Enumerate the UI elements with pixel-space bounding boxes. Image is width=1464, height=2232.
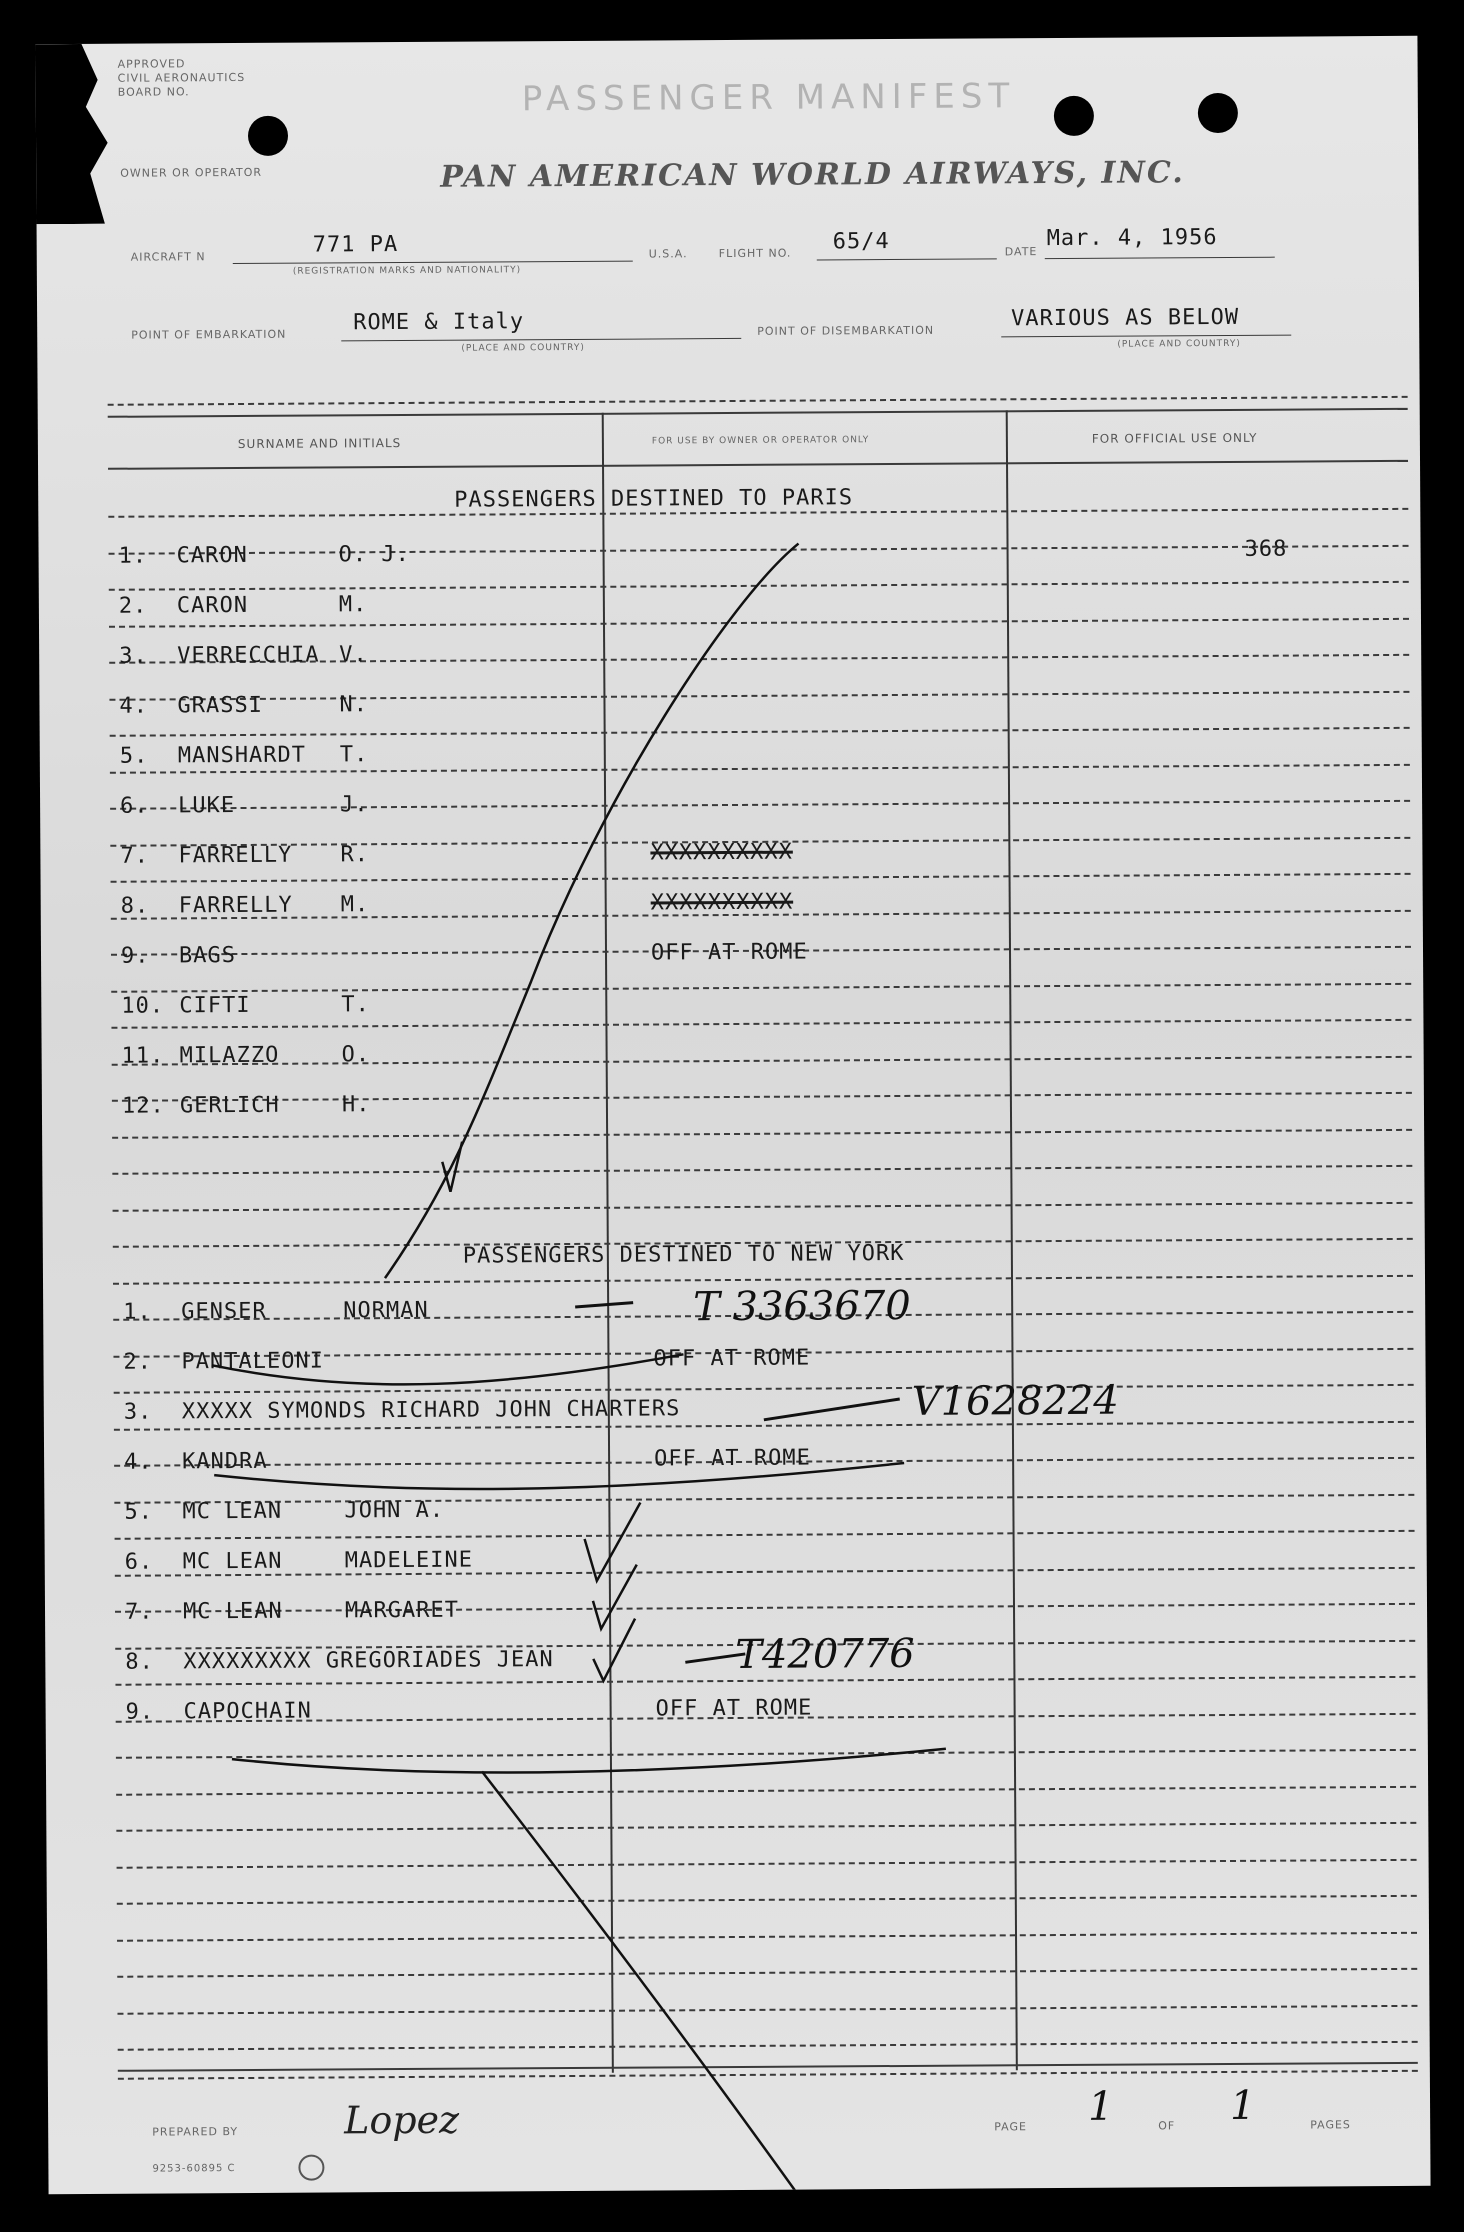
owner-note: OFF AT ROME [650, 939, 808, 966]
aircraft-label: AIRCRAFT N [130, 250, 206, 264]
strike-curve [214, 1463, 904, 1491]
pen-marks [35, 36, 1430, 2194]
row-number: 9. [125, 1699, 155, 1725]
passenger-initials: MARGARET [344, 1597, 460, 1624]
passenger-surname: GRASSI [177, 692, 264, 719]
row-number: 5. [124, 1499, 153, 1525]
row-number: 5. [119, 743, 149, 769]
row-number: 2. [123, 1349, 153, 1375]
diagonal-pen-line [482, 1770, 809, 2195]
row-number: 6. [124, 1549, 154, 1575]
row-number: 11. [121, 1043, 165, 1069]
approval-stamp-line: BOARD NO. [117, 85, 190, 99]
row-number: 1. [123, 1299, 152, 1325]
row-number: 10. [121, 993, 165, 1019]
handwritten-passport-symonds: V1628224 [911, 1377, 1119, 1425]
page-title: PASSENGER MANIFEST [521, 76, 1016, 120]
passenger-surname: XXXXXXXXX GREGORIADES JEAN [183, 1647, 554, 1675]
passenger-initials: JOHN A. [344, 1497, 445, 1524]
airline-name: PAN AMERICAN WORLD AIRWAYS, INC. [440, 155, 1185, 195]
owner-note: XXXXXXXXXX [650, 889, 794, 916]
row-number: 3. [119, 643, 148, 669]
prepared-by-label: PREPARED BY [152, 2125, 239, 2139]
passenger-surname: MANSHARDT [177, 742, 307, 769]
passenger-surname: FARRELLY [178, 892, 293, 919]
aircraft-value: 771 PA [312, 232, 399, 258]
handwritten-passport-gregoriades: T420776 [735, 1630, 915, 1678]
passenger-surname: MC LEAN [182, 1598, 283, 1625]
passenger-initials: M. [338, 592, 368, 618]
row-number: 7. [124, 1599, 154, 1625]
passenger-initials: J. [340, 792, 369, 818]
passenger-initials: O. J. [338, 541, 410, 568]
flight-value: 65/4 [832, 229, 890, 255]
section-heading-paris: PASSENGERS DESTINED TO PARIS [454, 485, 854, 513]
official-number: 368 [1244, 536, 1288, 562]
page-total: 1 [1229, 2082, 1256, 2129]
passenger-initials: R. [340, 842, 369, 868]
page-label: PAGE [994, 2120, 1027, 2134]
row-number: 7. [120, 843, 149, 869]
passenger-surname: LUKE [178, 793, 236, 819]
form-number: 9253-60895 C [152, 2163, 236, 2175]
row-number: 12. [121, 1093, 165, 1119]
owner-note: OFF AT ROME [655, 1695, 813, 1722]
passenger-surname: XXXXX SYMONDS RICHARD JOHN CHARTERS [181, 1396, 681, 1425]
passenger-initials: MADELEINE [344, 1547, 474, 1574]
passenger-surname: CARON [176, 592, 249, 619]
strike-curve [232, 1749, 946, 1774]
passenger-initials: V. [339, 642, 368, 668]
registration-caption: (REGISTRATION MARKS AND NATIONALITY) [292, 265, 522, 277]
date-value: Mar. 4, 1956 [1046, 225, 1218, 252]
passenger-surname: MC LEAN [182, 1498, 283, 1525]
row-number: 9. [120, 943, 150, 969]
passenger-surname: BAGS [178, 943, 237, 969]
row-number: 2. [118, 593, 148, 619]
row-number: 8. [125, 1649, 154, 1675]
passenger-initials: M. [340, 892, 370, 918]
flight-label: FLIGHT NO. [718, 246, 792, 261]
passenger-surname: GERLICH [179, 1092, 280, 1119]
column-header-owner-use: FOR USE BY OWNER OR OPERATOR ONLY [651, 435, 870, 447]
approval-stamp-line: CIVIL AERONAUTICS [117, 70, 246, 85]
check-mark [584, 1503, 640, 1581]
usa-label: U.S.A. [648, 247, 688, 261]
passenger-surname: CIFTI [179, 992, 251, 1019]
manifest-page [35, 36, 1430, 2194]
embarkation-label: POINT OF EMBARKATION [131, 327, 287, 342]
passenger-surname: CAPOCHAIN [183, 1698, 312, 1725]
disembarkation-value: VARIOUS AS BELOW [1011, 304, 1240, 332]
handwritten-passport-genser: T 3363670 [693, 1282, 911, 1331]
disembarkation-label: POINT OF DISEMBARKATION [757, 323, 935, 338]
passenger-initials: NORMAN [343, 1297, 429, 1324]
passenger-surname: GENSER [181, 1298, 267, 1325]
section-heading-new-york: PASSENGERS DESTINED TO NEW YORK [462, 1240, 905, 1269]
row-number: 3. [123, 1399, 153, 1425]
preparer-signature: Lopez [343, 2097, 460, 2143]
owner-note: OFF AT ROME [654, 1445, 811, 1472]
of-label: OF [1158, 2119, 1176, 2133]
passenger-surname: PANTALEONI [181, 1348, 325, 1375]
owner-note: OFF AT ROME [653, 1345, 811, 1372]
strike-curve [211, 1354, 683, 1385]
column-header-official-use: FOR OFFICIAL USE ONLY [1091, 430, 1258, 446]
column-header-surname: SURNAME AND INITIALS [237, 436, 402, 452]
row-number: 8. [120, 893, 150, 919]
passenger-initials: N. [339, 692, 369, 718]
passenger-surname: MC LEAN [182, 1548, 283, 1575]
approval-stamp-line: APPROVED [117, 57, 186, 71]
check-mark [593, 1619, 635, 1681]
passenger-surname: VERRECCHIA [177, 642, 320, 669]
place-caption: (PLACE AND COUNTRY) [461, 342, 585, 354]
passenger-surname: MILAZZO [179, 1042, 280, 1069]
passenger-initials: O. [341, 1042, 371, 1068]
date-label: DATE [1004, 245, 1038, 259]
row-number: 4. [124, 1449, 153, 1475]
dash-mark [685, 1654, 745, 1662]
passenger-initials: T. [339, 742, 369, 768]
owner-note: XXXXXXXXXX [650, 839, 793, 866]
passenger-surname: FARRELLY [178, 842, 293, 869]
row-number: 1. [118, 543, 148, 569]
embarkation-value: ROME & Italy [353, 309, 525, 336]
pages-label: PAGES [1310, 2118, 1351, 2132]
dash-mark [575, 1303, 633, 1307]
passenger-initials: T. [341, 992, 370, 1018]
passenger-surname: KANDRA [182, 1448, 268, 1475]
row-number: 4. [119, 693, 149, 719]
dash-mark [764, 1399, 900, 1420]
row-number: 6. [120, 793, 149, 819]
page-number: 1 [1087, 2083, 1114, 2130]
passenger-initials: H. [341, 1092, 371, 1118]
place-caption: (PLACE AND COUNTRY) [1117, 338, 1241, 350]
owner-label: OWNER OR OPERATOR [120, 165, 263, 180]
passenger-surname: CARON [176, 542, 248, 569]
